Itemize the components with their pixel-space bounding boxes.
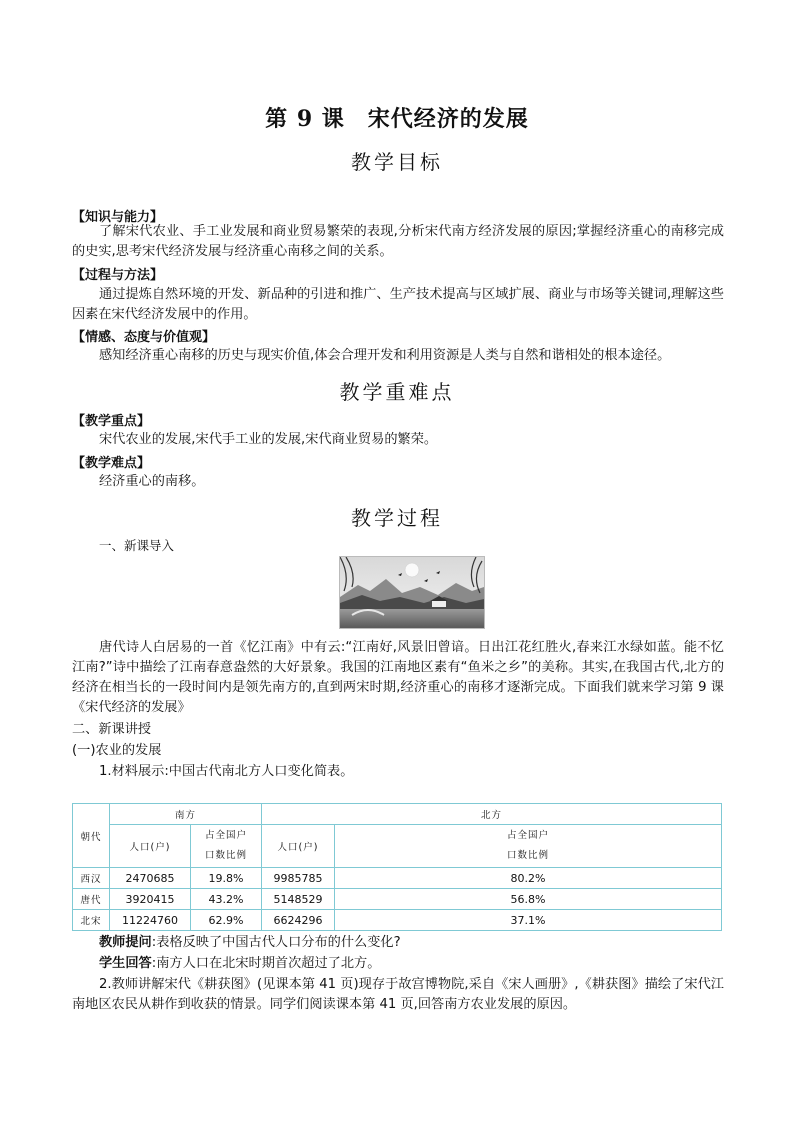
student-answer-label: 学生回答 [99, 956, 152, 971]
student-answer [72, 954, 724, 974]
intro-text: 唐代诗人白居易的一首《忆江南》中有云:“江南好,风景旧曾谙。日出江花红胜火,春来江水绿如蓝。能不忆江南?”诗中描绘了江南春意盎然的大好景象。我国的江南地区素有“鱼米之乡”的美称。其实,在我国古代,北方的经济在相当长的一段时间内是领先南方的,直到两宋时期,经济重心的南移才逐渐完成。下面我们就来学习第 9 课《宋代经济的发展》 [72, 640, 725, 715]
emotion-text: 感知经济重心南移的历史与现实价值,体会合理开发和利用资源是人类与自然和谐相处的根本途径。 [99, 348, 671, 363]
cell-south-ratio: 19.8% [191, 868, 262, 889]
knowledge-text: 了解宋代农业、手工业发展和商业贸易繁荣的表现,分析宋代南方经济发展的原因;掌握经济重心的南移完成的史实,思考宋代经济发展与经济重心南移之间的关系。 [72, 224, 724, 259]
header-south-ratio [191, 825, 262, 868]
teacher-question [72, 933, 724, 953]
landscape-painting-image [339, 556, 485, 629]
focus-tag: 【教学重点】 [72, 414, 151, 429]
cell-north-pop: 6624296 [262, 910, 335, 931]
cell-north-ratio: 56.8% [335, 889, 722, 910]
material-text: 1.材料展示:中国古代南北方人口变化简表。 [99, 764, 354, 779]
difficulty-tag: 【教学难点】 [72, 456, 151, 471]
table-row [73, 868, 722, 889]
cell-north-pop: 5148529 [262, 889, 335, 910]
header-dynasty: 朝代 [73, 804, 110, 868]
step1-heading: 一、新课导入 [99, 538, 175, 553]
cell-south-pop: 2470685 [110, 868, 191, 889]
ratio-line-1: 占全国户 [506, 830, 549, 841]
cell-north-pop: 9985785 [262, 868, 335, 889]
table-header-row [73, 804, 722, 825]
teacher-question-text: :表格反映了中国古代人口分布的什么变化? [151, 935, 401, 950]
ratio-line-2: 口数比例 [204, 850, 247, 861]
student-answer-text: :南方人口在北宋时期首次超过了北方。 [151, 956, 381, 971]
emotion-tag: 【情感、态度与价值观】 [72, 330, 216, 345]
cell-dynasty: 西汉 [73, 868, 110, 889]
cell-north-ratio: 37.1% [335, 910, 722, 931]
process-method-text: 通过提炼自然环境的开发、新品种的引进和推广、生产技术提高与区域扩展、商业与市场等关键词,理解这些因素在宋代经济发展中的作用。 [72, 287, 724, 322]
item2-text: 2.教师讲解宋代《耕获图》(见课本第 41 页)现存于故宫博物院,采自《宋人画册》,《耕获图》描绘了宋代江南地区农民从耕作到收获的情景。同学们阅读课本第 41 页,回答南方农业发展的原因。 [72, 977, 724, 1012]
cell-south-ratio: 43.2% [191, 889, 262, 910]
landscape-painting-icon [340, 557, 484, 628]
knowledge-tag: 【知识与能力】 [72, 210, 164, 225]
process-heading: 教学过程 [351, 506, 443, 530]
cell-south-pop: 11224760 [110, 910, 191, 931]
key-points-heading: 教学重难点 [339, 380, 455, 404]
ratio-line-1: 占全国户 [204, 830, 247, 841]
lesson-title: 第 9 课 宋代经济的发展 [265, 106, 529, 132]
cell-dynasty: 北宋 [73, 910, 110, 931]
cell-south-ratio: 62.9% [191, 910, 262, 931]
difficulty-text: 经济重心的南移。 [99, 474, 205, 489]
process-method-tag: 【过程与方法】 [72, 268, 164, 283]
header-south: 南方 [110, 804, 262, 825]
focus-text: 宋代农业的发展,宋代手工业的发展,宋代商业贸易的繁荣。 [99, 432, 438, 447]
population-table [72, 803, 722, 931]
teacher-question-label: 教师提问 [99, 935, 152, 950]
step2-heading: 二、新课讲授 [72, 722, 152, 737]
header-south-pop: 人口(户) [110, 825, 191, 868]
table-row [73, 910, 722, 931]
header-north-ratio [335, 825, 722, 868]
ratio-line-2: 口数比例 [506, 850, 549, 861]
table-subheader-row [73, 825, 722, 868]
cell-south-pop: 3920415 [110, 889, 191, 910]
header-north-pop: 人口(户) [262, 825, 335, 868]
agriculture-subheading: (一)农业的发展 [72, 743, 162, 758]
cell-dynasty: 唐代 [73, 889, 110, 910]
cell-north-ratio: 80.2% [335, 868, 722, 889]
table-row [73, 889, 722, 910]
objectives-heading: 教学目标 [351, 150, 443, 174]
header-north: 北方 [262, 804, 722, 825]
